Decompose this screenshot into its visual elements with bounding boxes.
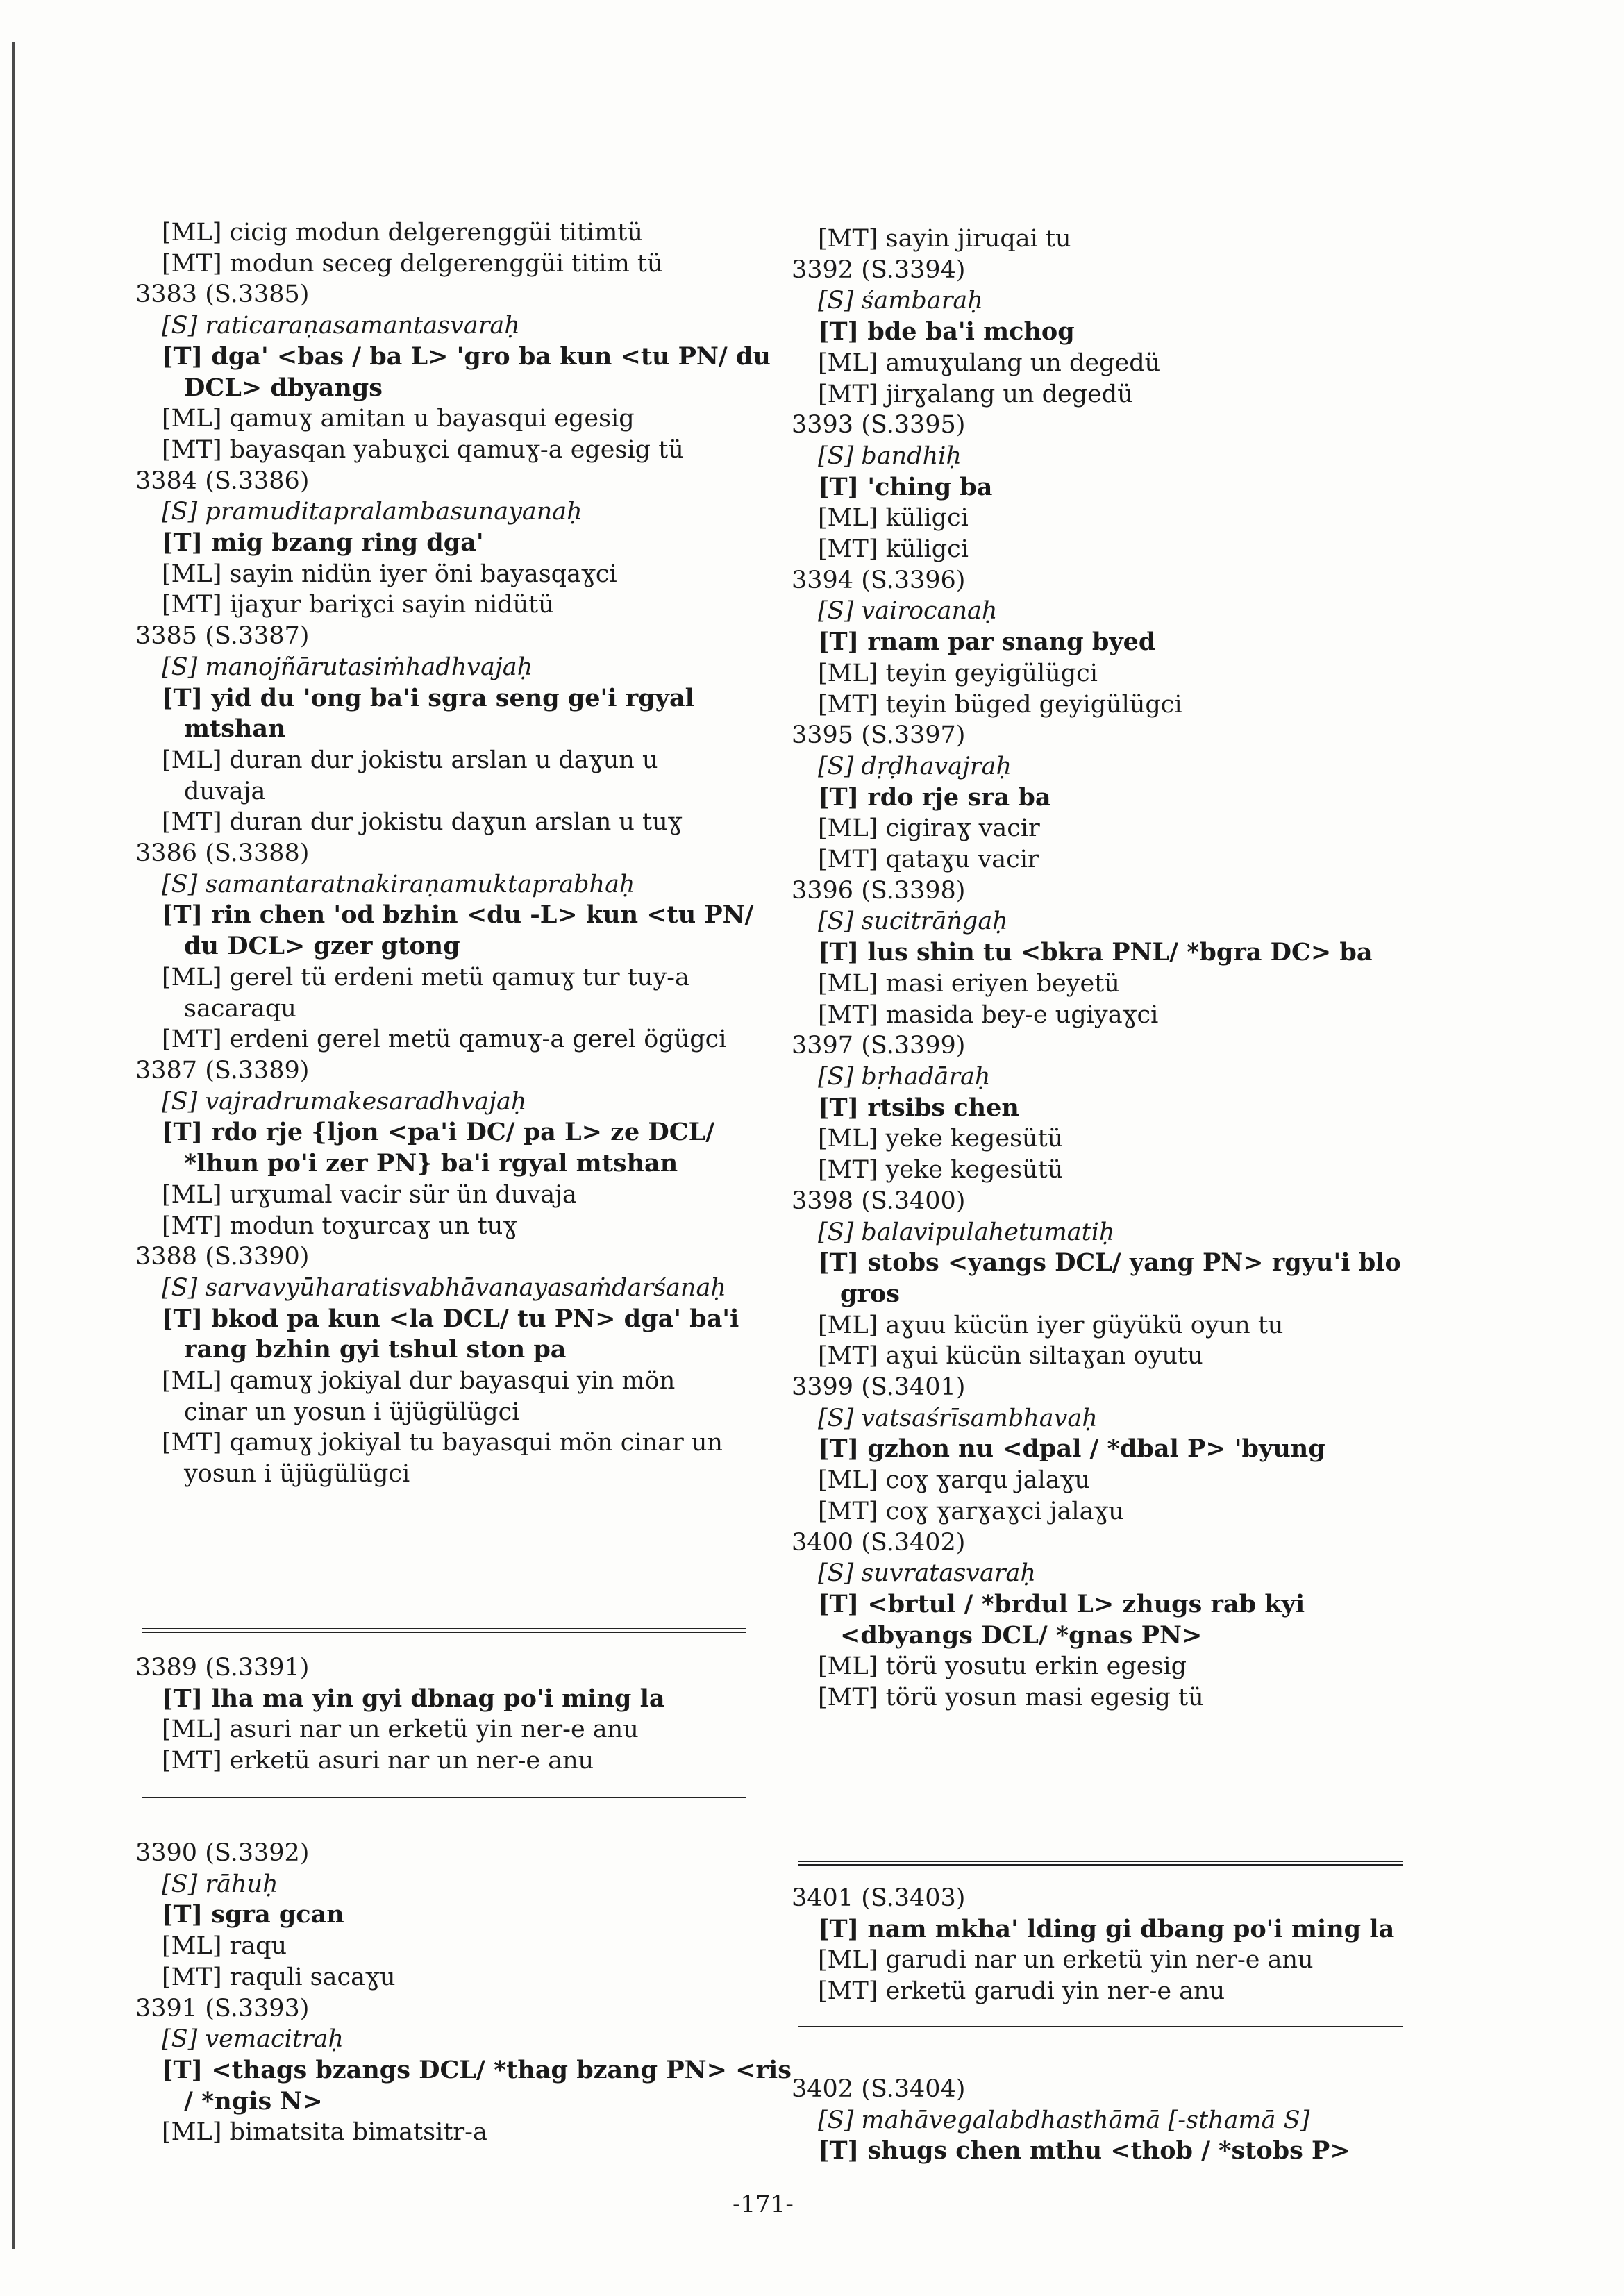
entry-line: <dbyangs DCL/ *gnas PN> [840, 1620, 1203, 1650]
entry-line: [S] sucitrāṅgaḥ [818, 907, 1008, 936]
entry-line: gros [840, 1279, 900, 1308]
left-box-bottom-rule [142, 1797, 746, 1798]
entry-line: [ML] gerel tü erdeni metü qamuɣ tur tuy-a [162, 963, 689, 991]
scan-edge-line [12, 42, 15, 2249]
entry-line: [MT] teyin büged geyigülügci [818, 690, 1182, 719]
entry-line: [ML] urɣumal vacir sür ün duvaja [162, 1180, 577, 1209]
entry-line: 3402 (S.3404) [792, 2075, 966, 2103]
entry-line: [S] vajradrumakesaradhvajaḥ [162, 1087, 527, 1116]
right-box-top-rule [798, 1861, 1403, 1866]
entry-line: [MT] erdeni gerel metü qamuɣ-a gerel ögügci [162, 1025, 727, 1054]
entry-line: [S] mahāvegalabdhasthāmā [-sthamā S] [818, 2106, 1310, 2134]
entry-line: [MT] bayasqan yabuɣci qamuɣ-a egesig tü [162, 435, 684, 464]
entry-line: [MT] jirɣalang un degedü [818, 380, 1133, 408]
entry-line: [S] rāhuḥ [162, 1870, 278, 1898]
entry-line: 3399 (S.3401) [792, 1373, 966, 1402]
entry-line: [ML] amuɣulang un degedü [818, 349, 1161, 377]
entry-line: 3394 (S.3396) [792, 566, 966, 594]
left-column [135, 217, 774, 1490]
entry-line: [MT] modun seceg delgerenggüi titim tü [162, 249, 663, 278]
entry-line: du DCL> gzer gtong [184, 932, 460, 961]
entry-line: [T] <thags bzangs DCL/ *thag bzang PN> <ris [162, 2055, 792, 2084]
entry-line: [T] rtsibs chen [818, 1093, 1019, 1122]
entry-line: [ML] asuri nar un erketü yin ner-e anu [162, 1716, 639, 1744]
entry-line: [T] yid du 'ong ba'i sgra seng ge'i rgyal [162, 683, 694, 712]
entry-line: [S] pramuditapralambasunayanaḥ [162, 498, 583, 526]
entry-line: [ML] küligci [818, 504, 969, 533]
entry-line: 3384 (S.3386) [135, 467, 310, 495]
left-box-3389 [135, 1652, 774, 1777]
left-lower-column [135, 1838, 792, 2148]
entry-line: 3388 (S.3390) [135, 1243, 310, 1271]
entry-line: [ML] duran dur jokistu arslan u daɣun u [162, 746, 658, 774]
entry-line: 3390 (S.3392) [135, 1839, 310, 1867]
right-box-3401 [792, 1883, 1430, 2007]
entry-line: 3387 (S.3389) [135, 1056, 310, 1084]
entry-line: [T] nam mkha' lding gi dbang po'i ming la [818, 1914, 1395, 1943]
entry-line: [ML] yeke kegesütü [818, 1125, 1064, 1153]
entry-line: [ML] sayin nidün iyer öni bayasqaɣci [162, 560, 617, 588]
entry-line: yosun i üjügülügci [184, 1460, 410, 1489]
entry-line: [T] <brtul / *brdul L> zhugs rab kyi [818, 1589, 1305, 1618]
entry-line: [S] vairocanaḥ [818, 597, 998, 626]
entry-line: cinar un yosun i üjügülügci [184, 1398, 520, 1426]
page-number: -171- [733, 2190, 794, 2218]
entry-line: 3401 (S.3403) [792, 1884, 966, 1912]
entry-line: [S] sarvavyūharatisvabhāvanayasaṁdarśanaḥ [162, 1273, 726, 1302]
entry-line: [T] shugs chen mthu <thob / *stobs P> [818, 2136, 1350, 2165]
entry-line: [ML] coɣ ɣarqu jalaɣu [818, 1466, 1091, 1495]
entry-line: [MT] coɣ ɣarɣaɣci jalaɣu [818, 1497, 1124, 1525]
entry-line: [T] sgra gcan [162, 1900, 344, 1929]
entry-line: [ML] aɣuu kücün iyer güyükü oyun tu [818, 1311, 1284, 1339]
entry-line: [MT] törü yosun masi egesig tü [818, 1684, 1204, 1712]
entry-line: 3400 (S.3402) [792, 1528, 966, 1557]
entry-line: [ML] garudi nar un erketü yin ner-e anu [818, 1946, 1314, 1975]
entry-line: [T] lus shin tu <bkra PNL/ *bgra DC> ba [818, 938, 1373, 967]
entry-line: [ML] qamuɣ amitan u bayasqui egesig [162, 405, 635, 433]
left-box-top-rule [142, 1628, 746, 1633]
entry-line: [MT] qataɣu vacir [818, 846, 1039, 874]
entry-line: [MT] erketü asuri nar un ner-e anu [162, 1747, 594, 1775]
entry-line: 3386 (S.3388) [135, 839, 310, 868]
entry-line: [T] rdo rje {ljon <pa'i DC/ pa L> ze DCL/ [162, 1118, 715, 1147]
entry-line: [ML] teyin geyigülügci [818, 659, 1098, 687]
right-lower-column [792, 2074, 1430, 2167]
entry-line: mtshan [184, 714, 286, 744]
entry-line: [MT] masida bey-e ugiyaɣci [818, 1000, 1159, 1029]
entry-line: [T] mig bzang ring dga' [162, 528, 484, 558]
entry-line: [MT] modun toɣurcaɣ un tuɣ [162, 1212, 518, 1240]
entry-line: [T] bde ba'i mchog [818, 317, 1075, 346]
entry-line: [T] stobs <yangs DCL/ yang PN> rgyu'i blo [818, 1248, 1401, 1277]
entry-line: [ML] cigiraɣ vacir [818, 814, 1040, 843]
entry-line: 3391 (S.3393) [135, 1994, 310, 2022]
entry-line: [T] rnam par snang byed [818, 628, 1156, 657]
entry-line: *lhun po'i zer PN} ba'i rgyal mtshan [184, 1149, 678, 1178]
entry-line: [MT] ijaɣur bariɣci sayin nidütü [162, 591, 554, 619]
entry-line: [MT] küligci [818, 535, 969, 564]
entry-line: [T] lha ma yin gyi dbnag po'i ming la [162, 1684, 665, 1713]
entry-line: [S] samantaratnakiraṇamuktaprabhaḥ [162, 870, 635, 898]
entry-line: [S] bandhiḥ [818, 442, 962, 470]
entry-line: [ML] masi eriyen beyetü [818, 969, 1120, 998]
entry-line: [S] vatsaśrīsambhavaḥ [818, 1404, 1098, 1432]
entry-line: [MT] yeke kegesütü [818, 1156, 1064, 1184]
right-box-bottom-rule [798, 2026, 1403, 2027]
entry-line: [S] manojñārutasiṁhadhvajaḥ [162, 653, 533, 681]
entry-line: [MT] raquli sacaɣu [162, 1963, 396, 1991]
entry-line: [ML] törü yosutu erkin egesig [818, 1652, 1187, 1681]
entry-line: [S] dṛḍhavajraḥ [818, 752, 1012, 780]
entry-line: 3395 (S.3397) [792, 721, 966, 750]
entry-line: / *ngis N> [184, 2086, 323, 2115]
entry-line: 3396 (S.3398) [792, 876, 966, 905]
entry-line: [MT] sayin jiruqai tu [818, 225, 1071, 253]
entry-line: 3385 (S.3387) [135, 622, 310, 651]
entry-line: [S] raticaraṇasamantasvaraḥ [162, 312, 520, 340]
entry-line: [ML] raqu [162, 1932, 287, 1961]
entry-line: 3393 (S.3395) [792, 411, 966, 439]
entry-line: [S] balavipulahetumatiḥ [818, 1218, 1115, 1246]
entry-line: 3389 (S.3391) [135, 1654, 310, 1682]
entry-line: 3398 (S.3400) [792, 1187, 966, 1215]
entry-line: [MT] erketü garudi yin ner-e anu [818, 1977, 1225, 2006]
entry-line: [S] suvratasvaraḥ [818, 1559, 1036, 1588]
entry-line: [T] bkod pa kun <la DCL/ tu PN> dga' ba'i [162, 1304, 739, 1333]
entry-line: [ML] bimatsita bimatsitr-a [162, 2118, 487, 2147]
entry-line: [T] rin chen 'od bzhin <du -L> kun <tu PN/ [162, 900, 754, 930]
entry-line: [T] 'ching ba [818, 472, 993, 501]
entry-line: [T] dga' <bas / ba L> 'gro ba kun <tu PN/ du [162, 342, 771, 371]
entry-line: 3392 (S.3394) [792, 255, 966, 284]
entry-line: sacaraqu [184, 994, 296, 1023]
entry-line: duvaja [184, 777, 266, 805]
entry-line: rang bzhin gyi tshul ston pa [184, 1335, 567, 1364]
entry-line: [ML] cicig modun delgerenggüi titimtü [162, 219, 643, 246]
entry-line: [MT] qamuɣ jokiyal tu bayasqui mön cinar un [162, 1429, 723, 1457]
entry-line: [T] gzhon nu <dpal / *dbal P> 'byung [818, 1434, 1325, 1464]
entry-line: [MT] duran dur jokistu daɣun arslan u tuɣ [162, 808, 683, 837]
right-column [792, 224, 1430, 1713]
entry-line: [ML] qamuɣ jokiyal dur bayasqui yin mön [162, 1367, 676, 1396]
entry-line: [T] rdo rje sra ba [818, 782, 1051, 812]
entry-line: 3383 (S.3385) [135, 280, 310, 309]
entry-line: DCL> dbyangs [184, 373, 383, 402]
entry-line: [S] śambaraḥ [818, 287, 983, 315]
entry-line: [S] vemacitraḥ [162, 2025, 344, 2054]
entry-line: 3397 (S.3399) [792, 1032, 966, 1060]
entry-line: [S] bṛhadāraḥ [818, 1062, 991, 1091]
entry-line: [MT] aɣui kücün siltaɣan oyutu [818, 1342, 1203, 1371]
